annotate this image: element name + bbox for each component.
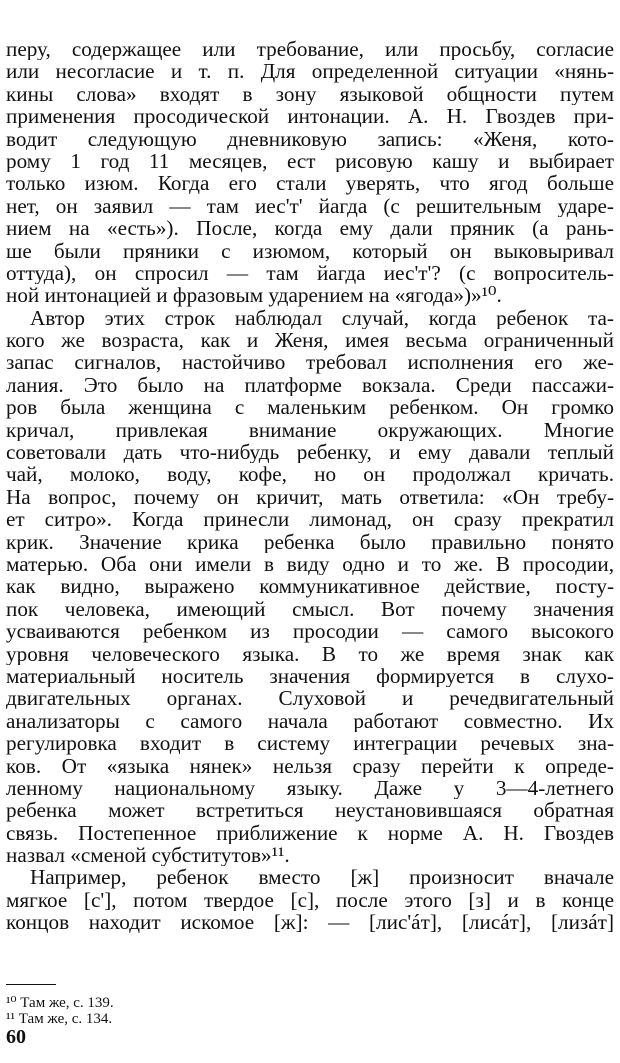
paragraph-1 xyxy=(6,38,614,307)
text-line: матерью. Оба они имели в виду одно и то же. В просодии, xyxy=(6,552,614,576)
text-line: нием на «есть»). После, когда ему дали пряник (а рань- xyxy=(6,217,614,240)
text-line: рому 1 год 11 месяцев, ест рисовую кашу и выбирает xyxy=(6,149,614,173)
footnote-10: ¹⁰ Там же, с. 139. xyxy=(6,995,114,1011)
text-line: уровня человеческого языка. В то же время знак как xyxy=(6,642,614,665)
text-line: материальный носитель значения формируется в слухо- xyxy=(6,664,614,688)
text-line: пок человека, имеющий смысл. Вот почему значения xyxy=(6,597,614,621)
text-line: усваиваются ребенком из просодии — самого высокого xyxy=(6,620,614,643)
text-line: Например, ребенок вместо [ж] произносит вначале xyxy=(30,866,614,889)
footnote-divider xyxy=(6,984,56,985)
text-line: На вопрос, почему он кричит, мать ответила: «Он требу- xyxy=(6,485,614,509)
text-line: крик. Значение крика ребенка было правильно понято xyxy=(6,530,614,553)
text-line: только изюм. Когда его стали уверять, что ягод больше xyxy=(6,172,614,195)
text-line: ет ситро». Когда принесли лимонад, он сразу прекратил xyxy=(6,508,614,531)
text-line: ребенка может встретиться неустановившаяся обратная xyxy=(6,799,614,822)
paragraph-3 xyxy=(6,866,614,933)
text-line: связь. Постепенное приближение к норме А. Н. Гвоздев xyxy=(6,821,614,845)
text-line: чай, молоко, воду, кофе, но он продолжал кричать. xyxy=(6,463,614,486)
text-line: назвал «сменой субститутов»¹¹. xyxy=(6,844,290,867)
paragraph-2 xyxy=(6,307,614,867)
text-line: анализаторы с самого начала работают совместно. Их xyxy=(6,709,614,733)
text-line: советовали дать что-нибудь ребенку, и ему давали теплый xyxy=(6,441,614,464)
text-line: концов находит искомое [ж]: — [лис'áт], [лисáт], [лизáт] xyxy=(6,911,614,934)
text-line: перу, содержащее или требование, или просьбу, согласие xyxy=(6,38,614,61)
text-line: кого же возраста, как и Женя, имея весьма ограниченный xyxy=(6,329,614,352)
text-line: запас сигналов, настойчиво требовал исполнения его же- xyxy=(6,351,614,374)
text-line: мягкое [с'], потом твердое [с], после этого [з] и в конце xyxy=(6,888,614,912)
text-line: ров была женщина с маленьким ребенком. Он громко xyxy=(6,396,614,419)
text-line: применения просодической интонации. А. Н. Гвоздев при- xyxy=(6,105,614,128)
footnote-11: ¹¹ Там же, с. 134. xyxy=(6,1011,113,1027)
text-line: ной интонацией и фразовым ударением на «ягода»)»¹⁰. xyxy=(6,284,502,307)
body-text xyxy=(6,38,614,934)
page-number: 60 xyxy=(6,1026,26,1048)
text-line: ленному национальному языку. Даже у 3—4-летнего xyxy=(6,776,614,800)
text-line: нет, он заявил — там иес'т' йагда (с решительным ударе- xyxy=(6,194,614,218)
text-line: водит следующую дневниковую запись: «Женя, кото- xyxy=(6,127,614,150)
text-line: кричал, привлекая внимание окружающих. Многие xyxy=(6,418,614,442)
text-line: двигательных органах. Слуховой и речедвигательный xyxy=(6,687,614,710)
text-line: лания. Это было на платформе вокзала. Среди пассажи- xyxy=(6,373,614,397)
text-line: кины слова» входят в зону языковой общности путем xyxy=(6,82,614,106)
text-line: оттуда), он спросил — там йагда иес'т'? (с вопроситель- xyxy=(6,261,614,285)
text-line: ше были пряники с изюмом, который он выковыривал xyxy=(6,239,614,262)
text-line: Автор этих строк наблюдал случай, когда ребенок та- xyxy=(30,306,614,330)
text-line: или несогласие и т. п. Для определенной ситуации «нянь- xyxy=(6,60,614,83)
text-line: регулировка входит в систему интеграции речевых зна- xyxy=(6,732,614,755)
text-line: как видно, выражено коммуникативное действие, посту- xyxy=(6,575,614,598)
text-line: ков. От «языка нянек» нельзя сразу перейти к опреде- xyxy=(6,754,614,777)
